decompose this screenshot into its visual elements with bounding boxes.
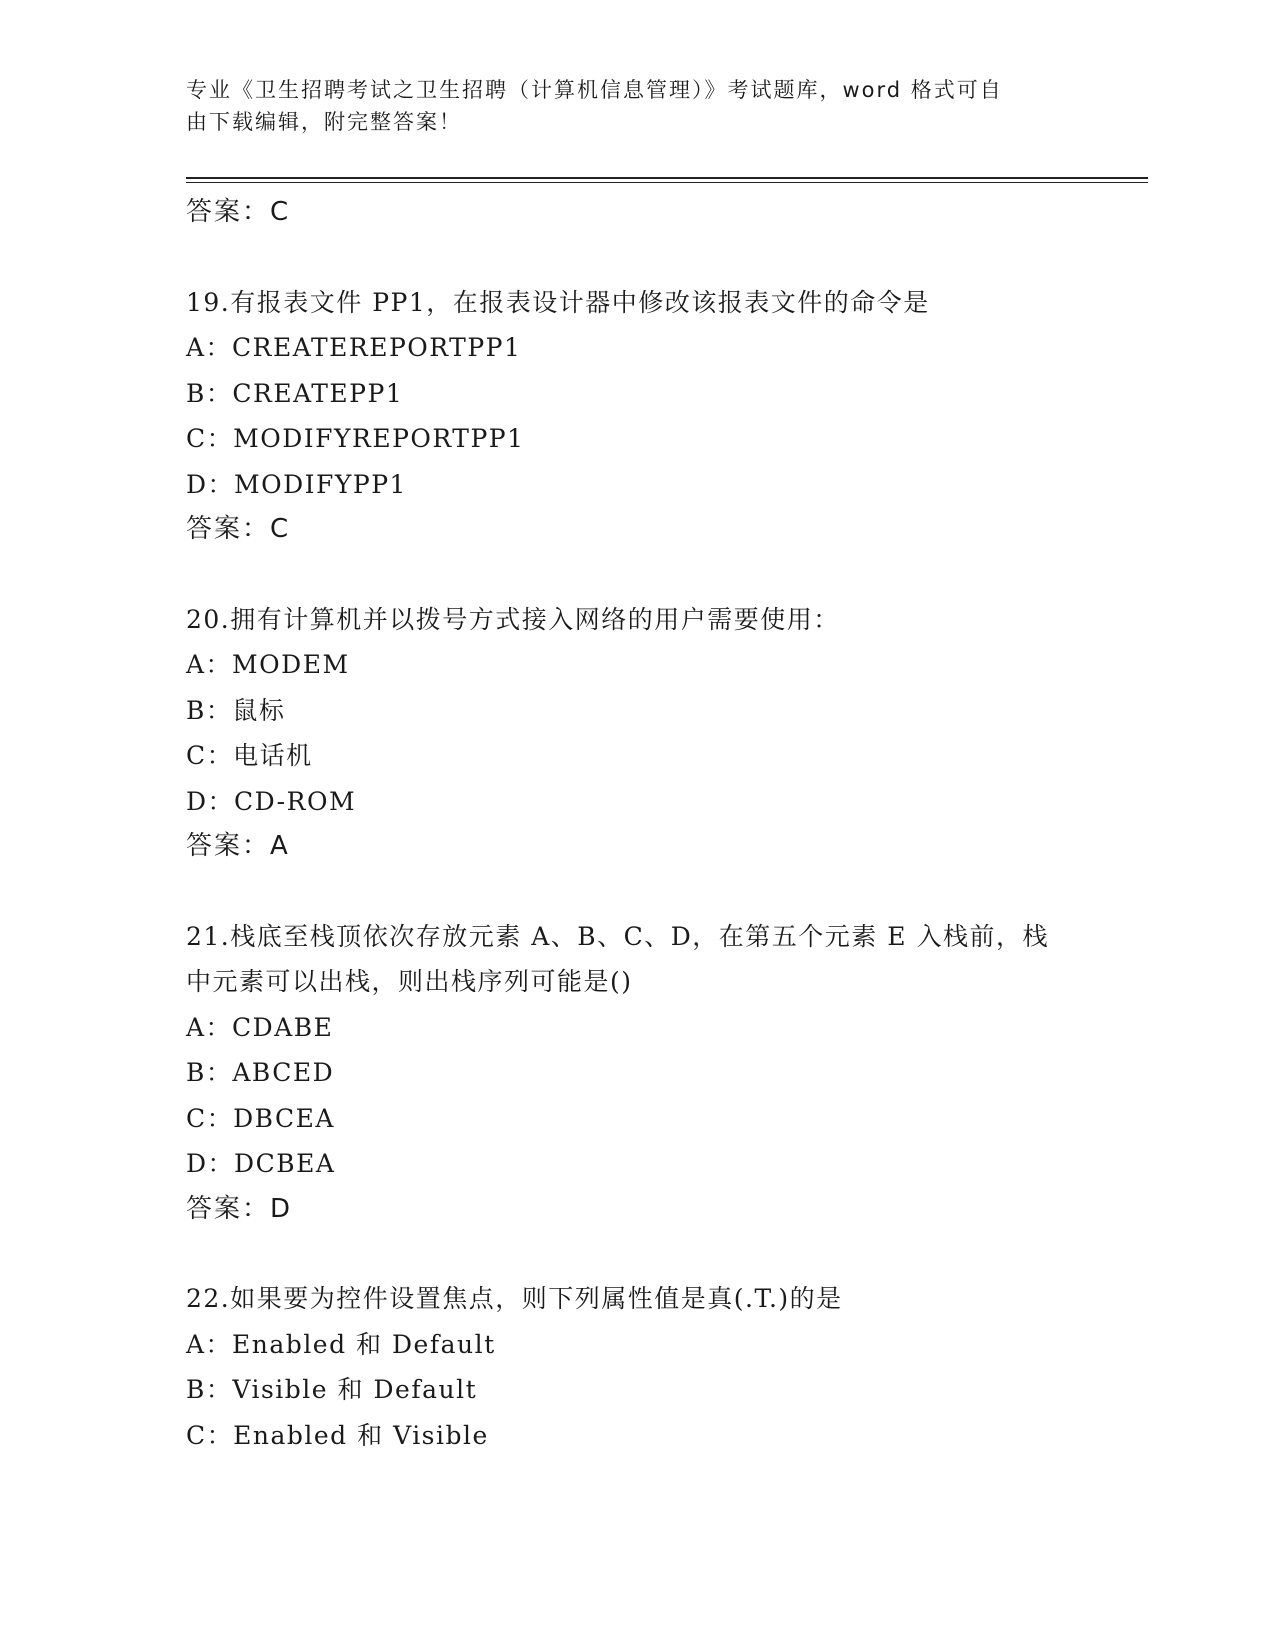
option-c: C：MODIFYREPORTPP1 xyxy=(186,424,525,453)
question-stem: 21.栈底至栈顶依次存放元素 A、B、C、D，在第五个元素 E 入栈前，栈 xyxy=(186,921,1049,951)
option-c: C：DBCEA xyxy=(186,1103,335,1133)
option-b: B：鼠标 xyxy=(186,695,286,725)
option-a: A：MODEM xyxy=(186,650,350,679)
question-19 xyxy=(186,280,1106,553)
option-a: A：CREATEREPORTPP1 xyxy=(186,333,522,362)
question-stem: 19.有报表文件 PP1，在报表设计器中修改该报表文件的命令是 xyxy=(186,287,930,317)
option-d: D：CD-ROM xyxy=(186,786,357,816)
option-c: C：电话机 xyxy=(186,741,313,770)
header-line-2: 由下载编辑，附完整答案！ xyxy=(186,110,462,134)
question-stem-continued: 中元素可以出栈，则出栈序列可能是() xyxy=(186,967,633,996)
option-a: A：CDABE xyxy=(186,1012,334,1042)
option-b: B：CREATEPP1 xyxy=(186,378,404,408)
option-b: B：ABCED xyxy=(186,1058,335,1087)
option-b: B：Visible 和 Default xyxy=(186,1375,478,1404)
header-rule-thick xyxy=(186,177,1148,179)
question-22 xyxy=(186,1276,1106,1458)
header-rule-thin xyxy=(186,182,1148,183)
answer-line: 答案：C xyxy=(186,197,291,227)
answer-line: 答案：D xyxy=(186,1193,293,1224)
answer-line: 答案：A xyxy=(186,831,290,861)
answer-line: 答案：C xyxy=(186,514,291,544)
option-a: A：Enabled 和 Default xyxy=(186,1329,496,1359)
document-header xyxy=(186,74,1066,138)
option-d: D：DCBEA xyxy=(186,1149,336,1178)
question-list xyxy=(186,190,1106,1458)
option-c: C：Enabled 和 Visible xyxy=(186,1420,489,1450)
question-stem: 22.如果要为控件设置焦点，则下列属性值是真(.T.)的是 xyxy=(186,1284,843,1313)
question-stem: 20.拥有计算机并以拨号方式接入网络的用户需要使用： xyxy=(186,604,840,634)
option-d: D：MODIFYPP1 xyxy=(186,469,407,499)
question-21 xyxy=(186,914,1106,1233)
header-line-1: 专业《卫生招聘考试之卫生招聘（计算机信息管理）》考试题库，word 格式可自 xyxy=(186,78,1003,102)
question-20 xyxy=(186,597,1106,870)
